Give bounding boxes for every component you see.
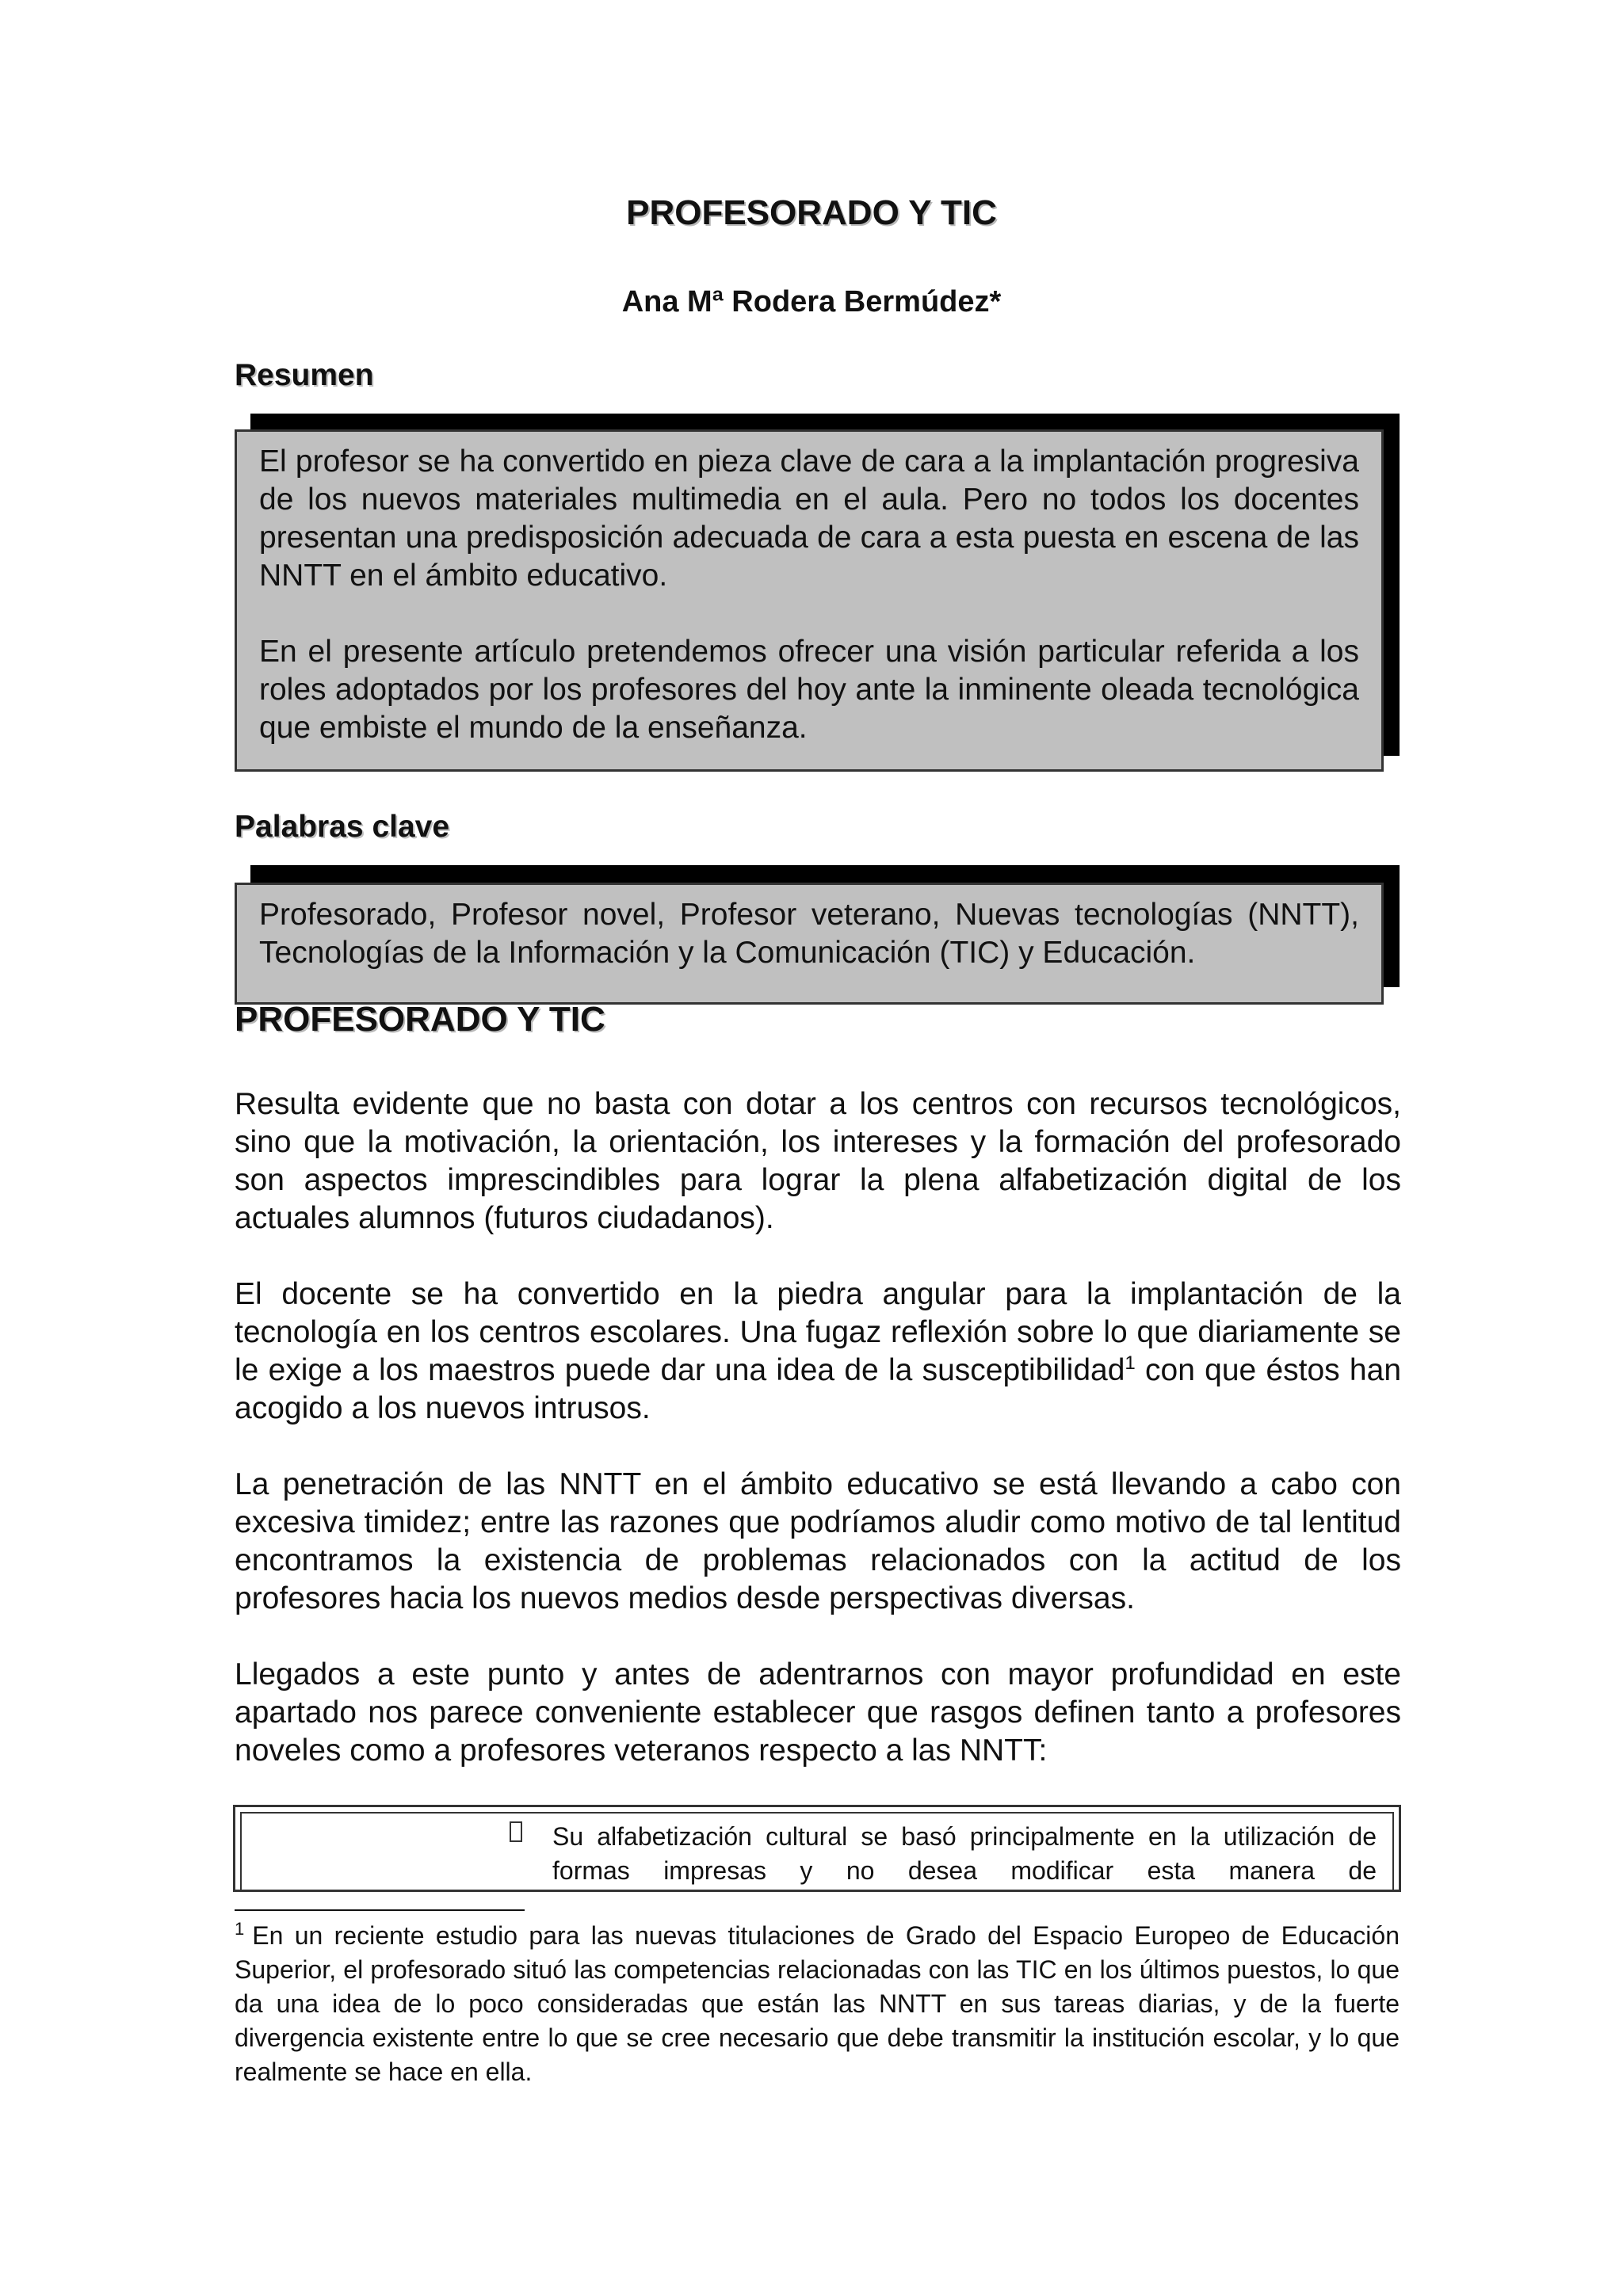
- body-paragraph-2: [235, 1276, 1401, 1428]
- footnote: [235, 1919, 1400, 2089]
- footnote-separator: [235, 1909, 525, 1911]
- author-name: Ana Mª Rodera Bermúdez*: [621, 285, 1002, 318]
- section-heading: PROFESORADO Y TIC: [235, 1000, 605, 1039]
- table-cell-text: Su alfabetización cultural se basó principalmente en la utilización de formas impresas y no desea modificar esta manera de: [552, 1822, 1377, 1885]
- abstract-paragraph-2: En el presente artículo pretendemos ofrecer una visión particular referida a los roles adoptados por los profesores del hoy ante la inminente oleada tecnológica que embiste el mundo de la enseñanza.: [259, 635, 1359, 745]
- abstract-paragraph-1: El profesor se ha convertido en pieza clave de cara a la implantación progresiva de los nuevos materiales multimedia en el aula. Pero no todos los docentes presentan una predisposición adecuada de cara a esta puesta en escena de las NNTT en el ámbito educativo.: [259, 444, 1359, 593]
- footnote-reference: 1: [1125, 1352, 1136, 1374]
- footnote-marker: 1: [235, 1919, 245, 1939]
- footnote-text: En un reciente estudio para las nuevas titulaciones de Grado del Espacio Europeo de Educación Superior, el profesorado situó las competencias relacionadas con las TIC en los últimos puestos, lo que da una idea de lo poco consideradas que están las NNTT en sus tareas diarias, y de la fuerte divergencia existente entre lo que se cree necesario que debe transmitir la institución escolar, y lo que realmente se hace en ella.: [235, 1921, 1400, 2086]
- document-title: PROFESORADO Y TIC: [626, 193, 997, 232]
- keywords-box: [235, 883, 1384, 1005]
- keywords-text: Profesorado, Profesor novel, Profesor veterano, Nuevas tecnologías (NNTT), Tecnologías de la Información y la Comunicación (TIC) y Educación.: [259, 898, 1359, 970]
- abstract-box: [235, 429, 1384, 772]
- body-paragraph-2-continuation: con que éstos han acogido a los nuevos intrusos.: [235, 1353, 1402, 1425]
- comparison-table: [233, 1805, 1401, 1892]
- keywords-heading: Palabras clave: [235, 810, 450, 844]
- square-bullet-icon: [510, 1821, 522, 1842]
- body-paragraph-1: Resulta evidente que no basta con dotar a los centros con recursos tecnológicos, sino que la motivación, la orientación, los intereses y la formación del profesorado son aspectos imprescindibles para lograr la plena alfabetización digital de los actuales alumnos (futuros ciudadanos).: [235, 1087, 1401, 1235]
- section-body: [235, 1085, 1401, 1770]
- body-paragraph-4: Llegados a este punto y antes de adentrarnos con mayor profundidad en este apartado nos parece conveniente establecer que rasgos definen tanto a profesores noveles como a profesores veteranos respecto a las NNTT:: [235, 1657, 1401, 1768]
- body-paragraph-3: La penetración de las NNTT en el ámbito educativo se está llevando a cabo con excesiva timidez; entre las razones que podríamos aludir como motivo de tal lentitud encontramos la existencia de problemas relacionados con la actitud de los profesores hacia los nuevos medios desde perspectivas diversas.: [235, 1467, 1401, 1615]
- abstract-heading: Resumen: [235, 358, 374, 392]
- body-paragraph-2-text: El docente se ha convertido en la piedra angular para la implantación de la tecnología en los centros escolares. Una fugaz reflexión sobre lo que diariamente se le exige a los maestros puede dar una idea de la susceptibilidad: [235, 1277, 1401, 1387]
